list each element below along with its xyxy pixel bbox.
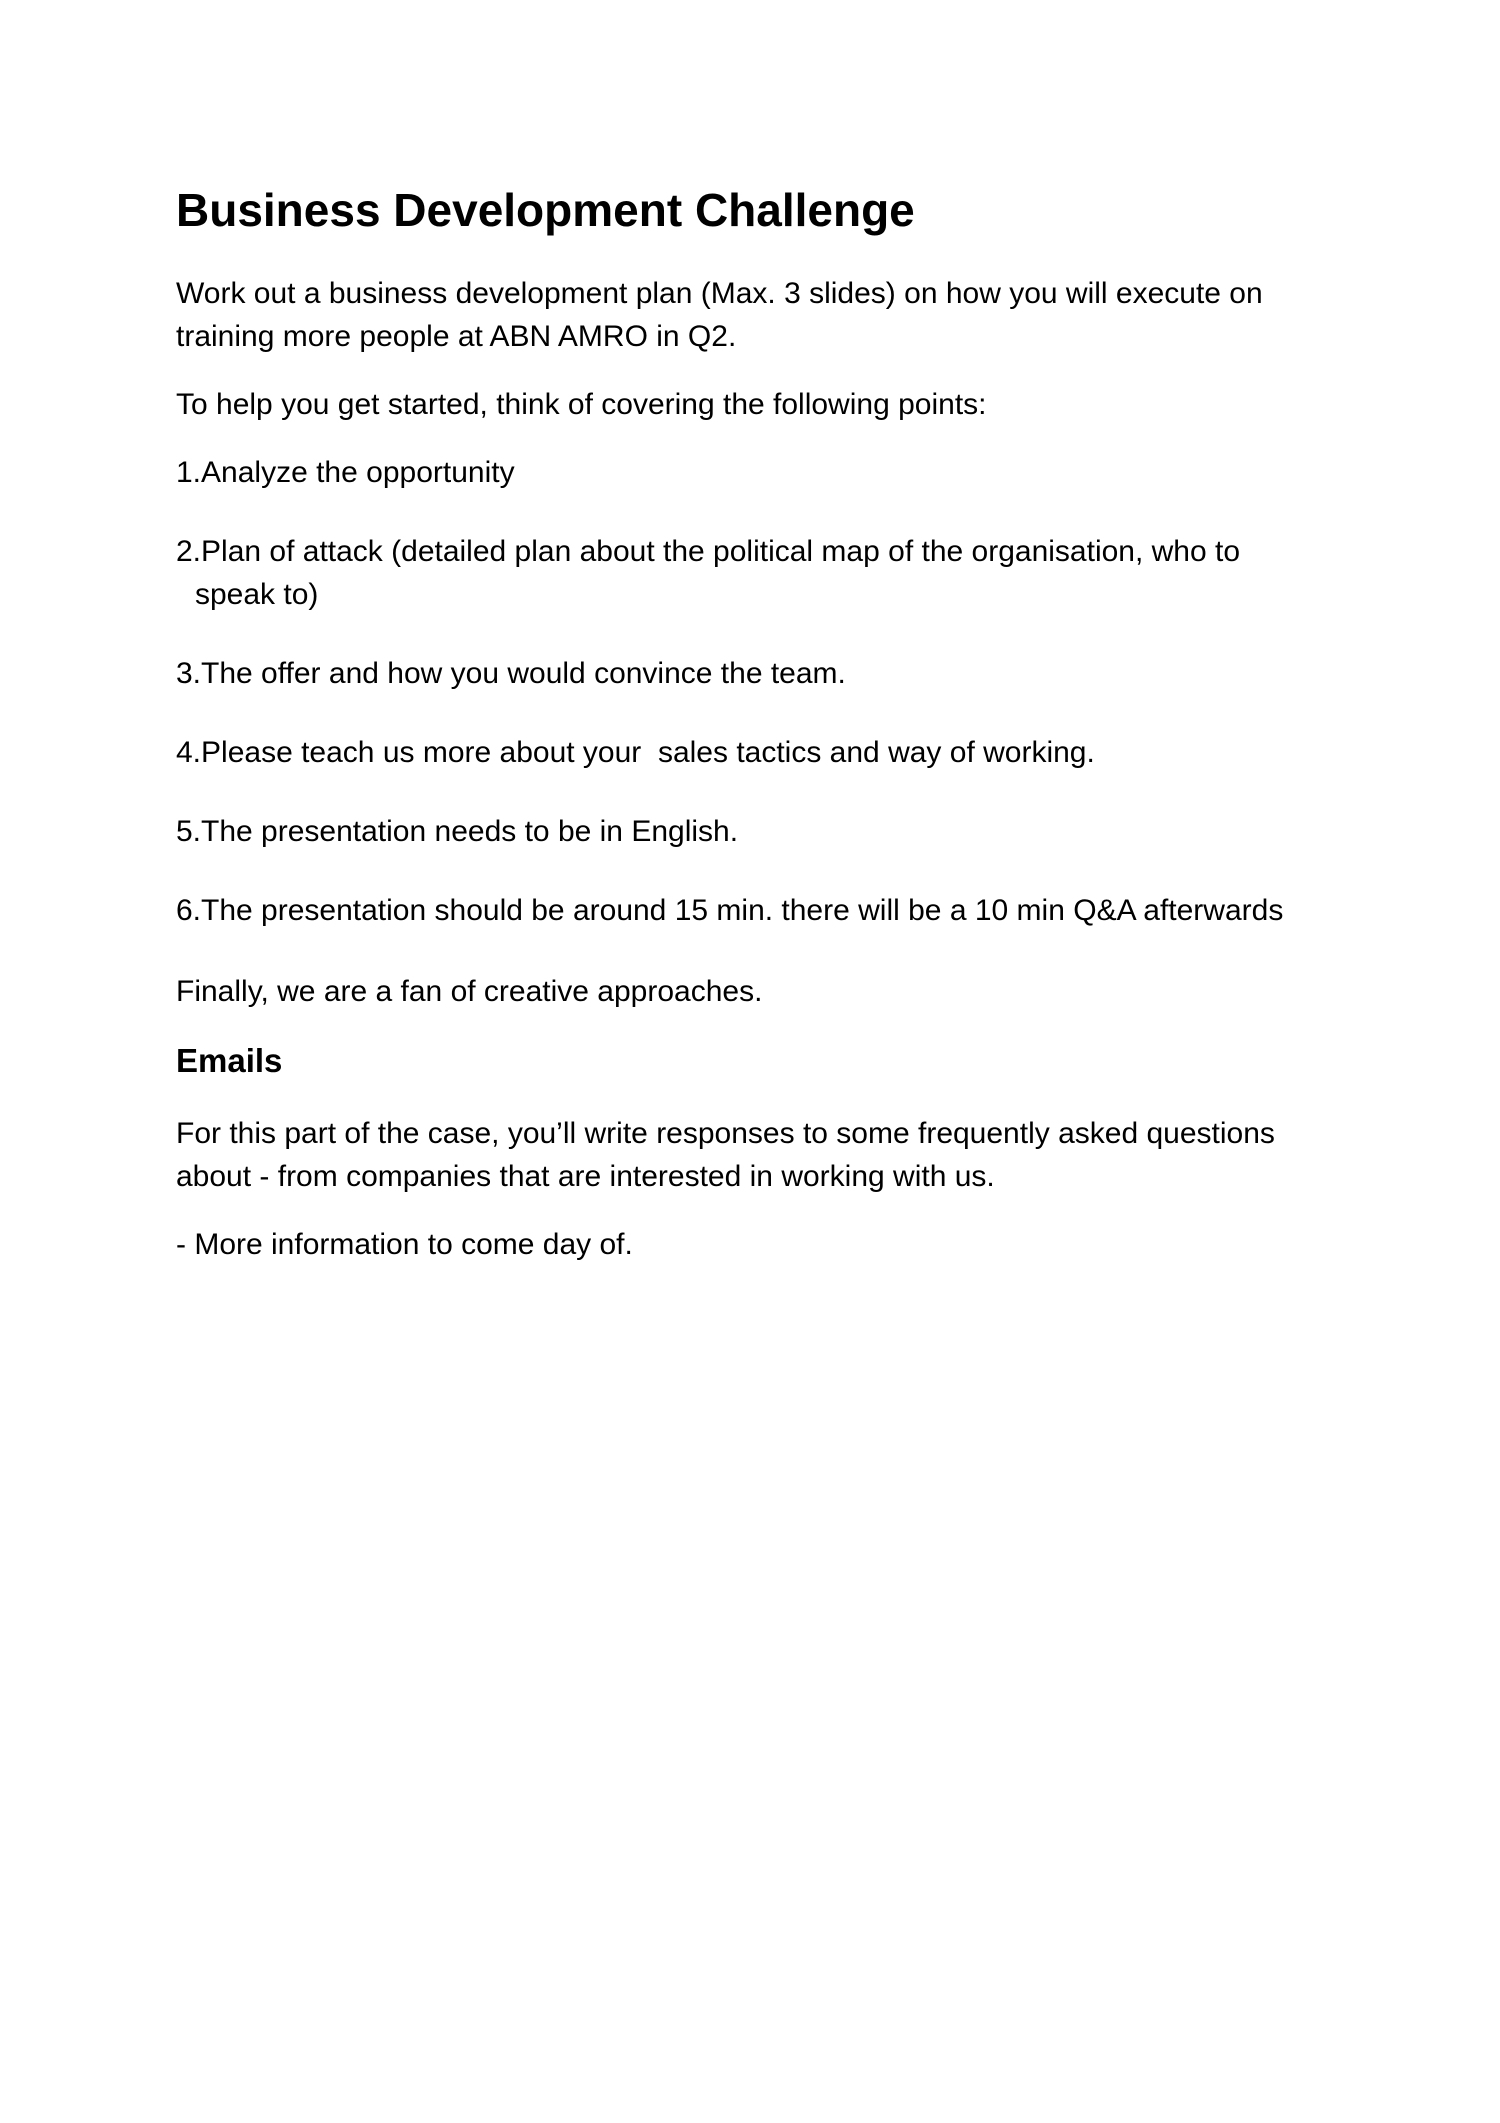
- emails-paragraph: For this part of the case, you’ll write responses to some frequently asked questions about - from companies that are interested in working with us.: [176, 1117, 1284, 1193]
- list-item-text: The offer and how you would convince the team.: [201, 657, 846, 690]
- document-content: [176, 182, 1304, 1266]
- list-item-text: The presentation should be around 15 min. there will be a 10 min Q&A afterwards: [201, 894, 1284, 927]
- intro-paragraph: Work out a business development plan (Max. 3 slides) on how you will execute on training more people at ABN AMRO in Q2.: [176, 277, 1272, 353]
- list-item-text: Plan of attack (detailed plan about the political map of the organisation, who to speak to): [195, 535, 1249, 611]
- list-item: [176, 731, 1304, 774]
- list-item-number: 4.: [176, 736, 202, 769]
- numbered-list: [176, 451, 1304, 932]
- list-intro-paragraph: To help you get started, think of covering the following points:: [176, 388, 987, 421]
- list-item-number: 6.: [176, 894, 202, 927]
- list-item: [176, 451, 1304, 494]
- list-item-number: 1.: [176, 456, 202, 489]
- list-item-number: 5.: [176, 815, 202, 848]
- list-item-number: 3.: [176, 657, 202, 690]
- list-item-text: Please teach us more about your sales tactics and way of working.: [201, 736, 1095, 769]
- list-item-number: 2.: [176, 535, 202, 568]
- list-item-text: Analyze the opportunity: [201, 456, 515, 489]
- list-item: [176, 652, 1304, 695]
- list-item-text: The presentation needs to be in English.: [201, 815, 739, 848]
- finally-paragraph: Finally, we are a fan of creative approaches.: [176, 975, 763, 1008]
- list-item: [176, 810, 1304, 853]
- more-info-paragraph: - More information to come day of.: [176, 1228, 633, 1261]
- emails-heading: Emails: [176, 1042, 283, 1079]
- page-title: Business Development Challenge: [176, 184, 915, 236]
- list-item: [176, 530, 1304, 616]
- list-item: [176, 889, 1304, 932]
